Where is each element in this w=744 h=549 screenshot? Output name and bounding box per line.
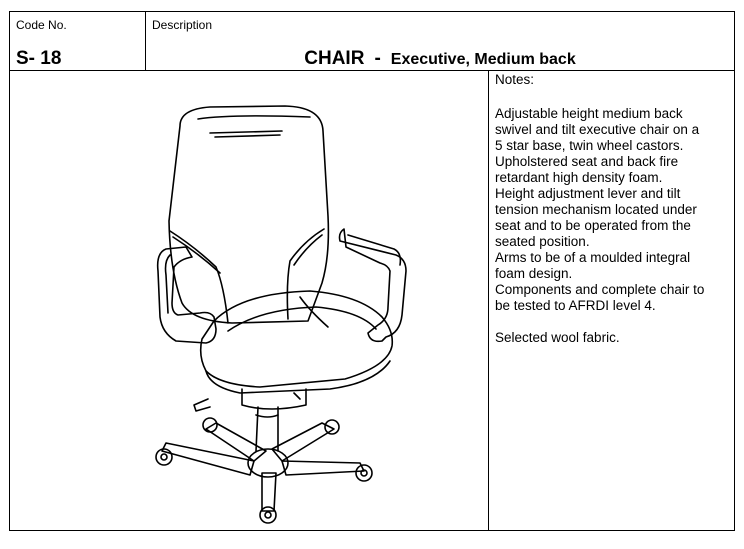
notes-line: be tested to AFRDI level 4. bbox=[495, 298, 656, 313]
notes-line: retardant high density foam. bbox=[495, 170, 663, 185]
notes-label: Notes: bbox=[495, 72, 535, 87]
description-label: Description bbox=[152, 18, 213, 32]
specification-sheet bbox=[9, 11, 735, 531]
notes-line: Height adjustment lever and tilt bbox=[495, 186, 681, 201]
notes-panel bbox=[489, 71, 734, 530]
notes-line: tension mechanism located under bbox=[495, 202, 697, 217]
notes-line: Components and complete chair to bbox=[495, 282, 705, 297]
notes-line: Arms to be of a moulded integral bbox=[495, 250, 691, 265]
notes-body bbox=[495, 106, 728, 346]
notes-line: Upholstered seat and back fire bbox=[495, 154, 679, 169]
illustration-panel bbox=[10, 71, 489, 530]
code-value: S- 18 bbox=[16, 48, 62, 69]
code-cell bbox=[10, 12, 146, 71]
notes-line: foam design. bbox=[495, 266, 573, 281]
notes-line: swivel and tilt executive chair on a bbox=[495, 122, 700, 137]
office-chair-icon bbox=[10, 71, 487, 531]
page-title bbox=[146, 48, 734, 70]
notes-line: Adjustable height medium back bbox=[495, 106, 683, 121]
notes-line: seat and to be operated from the bbox=[495, 218, 691, 233]
title-main: CHAIR bbox=[304, 48, 365, 69]
notes-fabric: Selected wool fabric. bbox=[495, 330, 620, 345]
notes-line: 5 star base, twin wheel castors. bbox=[495, 138, 684, 153]
notes-line: seated position. bbox=[495, 234, 590, 249]
description-cell bbox=[146, 12, 734, 71]
title-separator: - bbox=[374, 48, 381, 69]
title-sub: Executive, Medium back bbox=[390, 51, 576, 68]
code-label: Code No. bbox=[16, 18, 67, 32]
